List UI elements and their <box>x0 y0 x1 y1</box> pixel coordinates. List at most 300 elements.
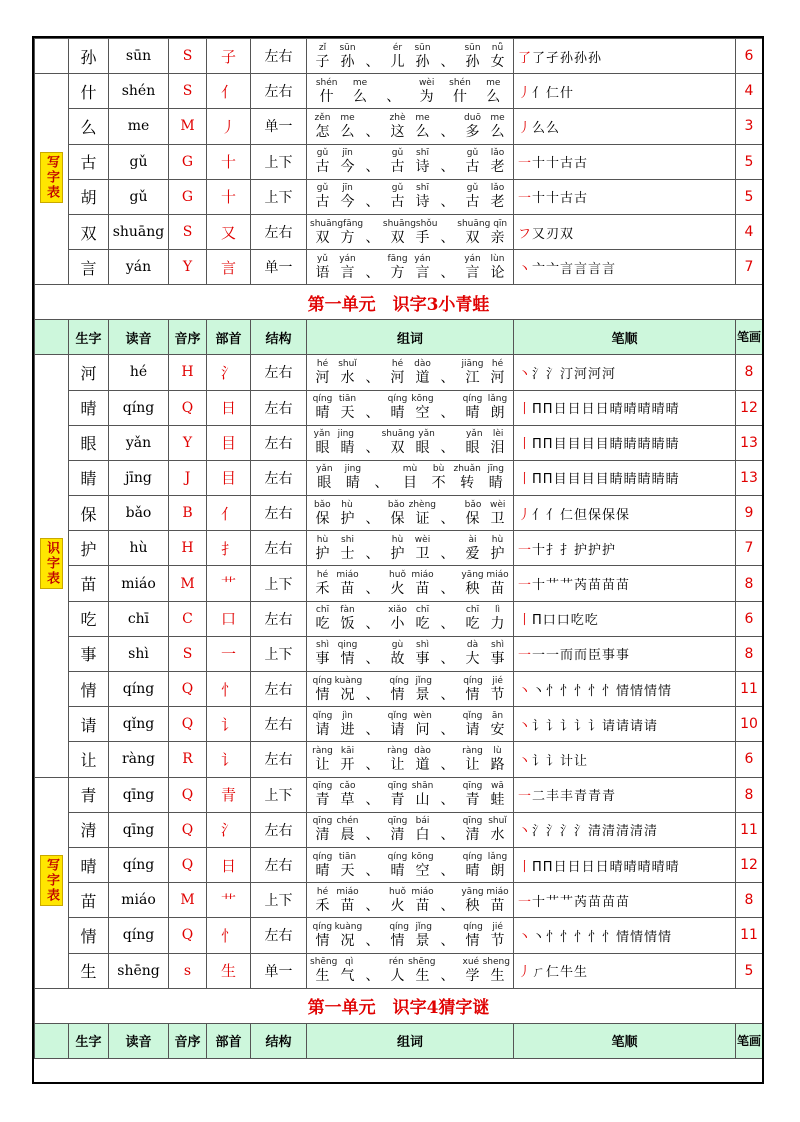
character-cell: 清 <box>69 812 109 847</box>
stroke-sequence: 又刃双 <box>532 226 575 242</box>
word-pinyin: ér <box>392 42 403 53</box>
word-pinyin <box>360 359 385 370</box>
word-pinyin: hé <box>316 358 329 369</box>
stroke-first: 一 <box>518 578 533 594</box>
word-hanzi: 论 <box>490 264 505 281</box>
structure-cell: 左右 <box>251 214 307 249</box>
stroke-first: 一 <box>518 789 533 805</box>
word-hanzi: 孙 <box>340 53 355 70</box>
header-count-label: 笔画 <box>736 1033 761 1048</box>
word-pinyin: duō <box>464 112 481 123</box>
character-cell: 什 <box>69 74 109 109</box>
index-letter-cell: H <box>169 531 207 566</box>
word-pinyin: shuǐ <box>338 358 357 369</box>
table-row <box>35 847 763 882</box>
structure-cell: 左右 <box>251 918 307 953</box>
word-hanzi: 双 <box>315 229 330 246</box>
word-pinyin: ài <box>468 534 477 545</box>
words-hanzi-line <box>310 124 510 140</box>
character-cell: 请 <box>69 707 109 742</box>
character-cell: 言 <box>69 250 109 285</box>
words-pinyin-line <box>310 816 510 827</box>
header-row <box>35 320 763 355</box>
word-pinyin: chī <box>465 605 480 616</box>
word-pinyin: miáo <box>336 570 359 581</box>
stroke-sequence: ΠΠ目目目目睛睛睛睛睛 <box>532 472 680 488</box>
word-pinyin: gǔ <box>391 148 404 159</box>
stroke-count-cell: 5 <box>736 144 763 179</box>
word-pinyin <box>360 570 385 581</box>
radical-cell: 亻 <box>207 74 251 109</box>
word-pinyin <box>360 394 385 405</box>
words-pinyin-line <box>310 781 510 792</box>
words-cell <box>307 390 514 425</box>
word-pinyin: mù <box>402 464 418 475</box>
word-pinyin: qì <box>345 957 354 968</box>
word-hanzi: 卫 <box>415 545 430 562</box>
table-row <box>35 777 763 812</box>
words-cell <box>307 39 514 74</box>
words-pinyin-line <box>310 113 510 124</box>
words-cell <box>307 707 514 742</box>
word-hanzi: 水 <box>340 369 355 386</box>
word-hanzi: 学 <box>465 968 480 985</box>
radical-cell: 丿 <box>207 109 251 144</box>
word-pinyin <box>435 148 460 159</box>
header-strokes: 笔顺 <box>514 320 736 355</box>
word-pinyin: shén <box>449 77 471 88</box>
header-blank <box>35 1023 69 1058</box>
word-pinyin: wèn <box>413 710 432 721</box>
word-hanzi: 古 <box>315 159 330 176</box>
word-hanzi: 路 <box>490 756 505 773</box>
stroke-first: 了 <box>518 50 533 66</box>
index-letter-cell: Q <box>169 918 207 953</box>
word-hanzi: 目 <box>403 475 418 492</box>
word-hanzi: 人 <box>390 968 405 985</box>
table-row <box>35 883 763 918</box>
pinyin-cell: qīng <box>109 812 169 847</box>
table-row <box>35 953 763 988</box>
index-letter-cell: Y <box>169 250 207 285</box>
group-label: 识字表 <box>40 538 63 589</box>
word-hanzi: 、 <box>365 229 380 246</box>
word-pinyin <box>435 535 460 546</box>
words-cell <box>307 74 514 109</box>
word-pinyin <box>435 816 460 827</box>
word-pinyin: gǔ <box>466 148 479 159</box>
word-pinyin <box>360 816 385 827</box>
word-pinyin <box>436 500 461 511</box>
word-pinyin: xué <box>462 957 480 968</box>
table-row <box>35 601 763 636</box>
pinyin-cell: hù <box>109 531 169 566</box>
stroke-sequence: 讠讠讠讠讠请请请请 <box>532 718 659 734</box>
word-hanzi: 、 <box>365 616 380 633</box>
index-letter-cell: Q <box>169 707 207 742</box>
word-hanzi: 、 <box>440 721 455 738</box>
words-cell <box>307 566 514 601</box>
word-hanzi: 晴 <box>390 862 405 879</box>
words-hanzi-line <box>310 898 510 914</box>
stroke-first: 丶 <box>518 929 533 945</box>
word-pinyin: qīng <box>387 816 408 827</box>
section-title: 第一单元 识字3小青蛙 <box>307 294 490 315</box>
stroke-first: 丿 <box>518 120 533 136</box>
word-pinyin <box>360 781 385 792</box>
word-pinyin: sūn <box>464 42 481 53</box>
word-hanzi: 、 <box>440 53 455 70</box>
group-cell <box>35 355 69 777</box>
word-hanzi: 饭 <box>340 616 355 633</box>
radical-cell: 忄 <box>207 672 251 707</box>
word-pinyin: jié <box>492 675 503 686</box>
stroke-order-cell <box>514 39 736 74</box>
word-pinyin: dào <box>414 358 431 369</box>
word-hanzi: 护 <box>390 545 405 562</box>
word-pinyin: kōng <box>411 394 434 405</box>
radical-cell: 氵 <box>207 812 251 847</box>
words-hanzi-line <box>310 159 510 175</box>
word-hanzi: 方 <box>340 229 355 246</box>
structure-cell: 左右 <box>251 847 307 882</box>
word-hanzi: 河 <box>390 369 405 386</box>
word-hanzi: 晴 <box>315 405 330 422</box>
words-hanzi-line <box>310 230 510 246</box>
structure-cell: 左右 <box>251 812 307 847</box>
word-pinyin: kōng <box>411 851 434 862</box>
words-pinyin-line <box>310 254 510 265</box>
index-letter-cell: S <box>169 214 207 249</box>
word-hanzi: 女 <box>490 53 505 70</box>
word-pinyin: jiāng <box>461 358 484 369</box>
radical-cell: 生 <box>207 953 251 988</box>
character-cell: 事 <box>69 636 109 671</box>
word-pinyin: jǐng <box>415 675 432 686</box>
radical-cell: 十 <box>207 179 251 214</box>
stroke-order-cell <box>514 144 736 179</box>
stroke-first: 丶 <box>518 824 533 840</box>
group-cell <box>35 777 69 988</box>
word-pinyin: chī <box>315 605 330 616</box>
word-hanzi: 晴 <box>390 405 405 422</box>
word-hanzi: 、 <box>365 581 380 598</box>
word-pinyin: hé <box>391 358 404 369</box>
word-pinyin: nǚ <box>491 42 504 53</box>
word-hanzi: 安 <box>490 721 505 738</box>
header-words: 组词 <box>307 1023 514 1058</box>
word-pinyin: qíng <box>312 851 333 862</box>
word-hanzi: 晴 <box>465 405 480 422</box>
structure-cell: 左右 <box>251 390 307 425</box>
word-pinyin <box>435 570 460 581</box>
stroke-count-cell: 11 <box>736 672 763 707</box>
word-pinyin: ràng <box>387 745 408 756</box>
stroke-sequence: 么么 <box>532 120 561 136</box>
word-hanzi: 不 <box>431 475 446 492</box>
word-pinyin <box>435 183 460 194</box>
pinyin-cell: me <box>109 109 169 144</box>
stroke-sequence: ΠΠ日日日日晴晴晴晴晴 <box>532 859 680 875</box>
stroke-first: 丨 <box>518 402 533 418</box>
table-row <box>35 179 763 214</box>
stroke-sequence: Π口口吃吃 <box>532 613 599 629</box>
stroke-count-cell: 4 <box>736 74 763 109</box>
stroke-count-cell: 6 <box>736 742 763 777</box>
word-hanzi: 卫 <box>490 510 505 527</box>
word-hanzi: 、 <box>365 897 380 914</box>
word-hanzi: 请 <box>315 721 330 738</box>
word-pinyin: fāng <box>343 218 364 229</box>
word-hanzi: 古 <box>465 194 480 211</box>
radical-cell: 子 <box>207 39 251 74</box>
word-hanzi: 、 <box>440 932 455 949</box>
word-hanzi: 士 <box>340 545 355 562</box>
word-pinyin: bǎo <box>464 499 482 510</box>
word-hanzi: 情 <box>465 932 480 949</box>
words-pinyin-line <box>310 219 510 230</box>
word-hanzi: 情 <box>390 686 405 703</box>
radical-cell: 十 <box>207 144 251 179</box>
word-pinyin <box>360 746 385 757</box>
word-hanzi: 情 <box>390 932 405 949</box>
words-pinyin-line <box>310 676 510 687</box>
words-pinyin-line <box>310 429 510 440</box>
word-hanzi: 么 <box>352 88 367 105</box>
words-hanzi-line <box>310 968 510 984</box>
word-pinyin <box>436 922 461 933</box>
word-pinyin: shì <box>491 640 504 651</box>
word-hanzi: 吃 <box>415 616 430 633</box>
word-hanzi: 睛 <box>345 475 360 492</box>
stroke-order-cell <box>514 425 736 460</box>
word-hanzi: 景 <box>415 686 430 703</box>
word-pinyin: hé <box>491 358 504 369</box>
pinyin-cell: qíng <box>109 918 169 953</box>
character-cell: 睛 <box>69 460 109 495</box>
words-pinyin-line <box>310 394 510 405</box>
words-hanzi-line <box>310 440 510 456</box>
words-pinyin-line <box>310 640 510 651</box>
stroke-sequence: 亻亻仁但保保保 <box>532 507 631 523</box>
words-hanzi-line <box>310 757 510 773</box>
radical-cell: 讠 <box>207 742 251 777</box>
section-title-cell <box>35 285 763 320</box>
word-pinyin <box>360 640 385 651</box>
words-pinyin-line <box>310 43 510 54</box>
word-hanzi: 火 <box>390 581 405 598</box>
word-pinyin: yán <box>464 253 481 264</box>
word-hanzi: 、 <box>440 229 455 246</box>
stroke-sequence: 氵氵氵氵清清清清清 <box>532 824 659 840</box>
table-row <box>35 636 763 671</box>
word-pinyin: tiān <box>338 851 357 862</box>
word-pinyin: zhè <box>389 112 406 123</box>
words-hanzi-line <box>310 54 510 70</box>
words-hanzi-line <box>310 722 510 738</box>
word-hanzi: 情 <box>315 686 330 703</box>
pinyin-cell: hé <box>109 355 169 390</box>
stroke-count-cell: 9 <box>736 496 763 531</box>
word-pinyin: gǔ <box>466 183 479 194</box>
character-cell: 晴 <box>69 847 109 882</box>
word-pinyin <box>435 113 460 124</box>
word-hanzi: 古 <box>315 194 330 211</box>
character-cell: 晴 <box>69 390 109 425</box>
structure-cell: 左右 <box>251 672 307 707</box>
word-pinyin: hù <box>316 534 329 545</box>
index-letter-cell: M <box>169 566 207 601</box>
word-hanzi: 河 <box>490 369 505 386</box>
header-index: 音序 <box>169 320 207 355</box>
word-pinyin: kuàng <box>334 921 363 932</box>
index-letter-cell: Q <box>169 777 207 812</box>
word-hanzi: 护 <box>315 545 330 562</box>
word-hanzi: 什 <box>452 88 467 105</box>
word-hanzi: 、 <box>365 756 380 773</box>
worksheet-table <box>34 38 763 1059</box>
word-pinyin: bù <box>432 464 445 475</box>
word-pinyin: qǐng <box>312 710 333 721</box>
stroke-count-cell: 8 <box>736 777 763 812</box>
word-pinyin: yǎn <box>313 429 331 440</box>
word-pinyin <box>367 464 396 475</box>
word-pinyin: huǒ <box>389 570 406 581</box>
word-pinyin: lǎng <box>487 851 508 862</box>
word-hanzi: 晴 <box>315 862 330 879</box>
section-title-cell <box>35 988 763 1023</box>
word-hanzi: 情 <box>315 932 330 949</box>
word-hanzi: 进 <box>340 721 355 738</box>
word-hanzi: 、 <box>440 545 455 562</box>
word-pinyin <box>360 711 385 722</box>
words-hanzi-line <box>310 651 510 667</box>
word-pinyin: lùn <box>490 253 505 264</box>
stroke-order-cell <box>514 777 736 812</box>
stroke-sequence: 亻仁什 <box>532 85 575 101</box>
word-hanzi: 保 <box>465 510 480 527</box>
word-hanzi: 事 <box>490 651 505 668</box>
word-hanzi: 语 <box>315 264 330 281</box>
stroke-order-cell <box>514 812 736 847</box>
stroke-first: 丨 <box>518 613 533 629</box>
word-pinyin: jing <box>337 429 354 440</box>
word-hanzi: 、 <box>440 862 455 879</box>
table-row <box>35 250 763 285</box>
stroke-order-cell <box>514 672 736 707</box>
structure-cell: 左右 <box>251 601 307 636</box>
word-pinyin: qíng <box>462 851 483 862</box>
words-cell <box>307 672 514 707</box>
character-cell: 古 <box>69 144 109 179</box>
word-hanzi: 怎 <box>315 123 330 140</box>
stroke-sequence: 十艹艹芮苗苗苗 <box>532 894 631 910</box>
word-pinyin: wèi <box>418 77 435 88</box>
word-hanzi: 睛 <box>488 475 503 492</box>
stroke-order-cell <box>514 496 736 531</box>
word-pinyin: shǒu <box>415 218 438 229</box>
word-hanzi: 火 <box>390 897 405 914</box>
radical-cell: 一 <box>207 636 251 671</box>
word-hanzi: 、 <box>365 159 380 176</box>
stroke-order-cell <box>514 883 736 918</box>
header-structure: 结构 <box>251 1023 307 1058</box>
stroke-count-cell: 6 <box>736 39 763 74</box>
words-cell <box>307 531 514 566</box>
word-pinyin: miáo <box>486 570 509 581</box>
word-pinyin <box>360 183 385 194</box>
word-hanzi: 空 <box>415 405 430 422</box>
word-pinyin: shēng <box>310 957 338 968</box>
word-hanzi: 苗 <box>415 897 430 914</box>
word-hanzi: 、 <box>365 123 380 140</box>
word-pinyin <box>435 254 460 265</box>
word-pinyin: shēng <box>408 957 436 968</box>
word-hanzi: 子 <box>315 53 330 70</box>
words-pinyin-line <box>310 570 510 581</box>
word-pinyin: jīn <box>342 183 353 194</box>
character-cell: 河 <box>69 355 109 390</box>
structure-cell: 左右 <box>251 39 307 74</box>
word-pinyin <box>435 746 460 757</box>
word-pinyin: qīn <box>493 218 508 229</box>
word-pinyin: qīng <box>462 781 483 792</box>
word-hanzi: 苗 <box>340 897 355 914</box>
radical-cell: 口 <box>207 601 251 636</box>
word-hanzi: 双 <box>390 440 405 457</box>
stroke-count-cell: 12 <box>736 847 763 882</box>
word-hanzi: 、 <box>440 827 455 844</box>
word-hanzi: 、 <box>365 792 380 809</box>
word-pinyin: huǒ <box>389 886 406 897</box>
index-letter-cell: Q <box>169 672 207 707</box>
stroke-count-cell: 8 <box>736 883 763 918</box>
word-hanzi: 儿 <box>390 53 405 70</box>
stroke-first: 丶 <box>518 718 533 734</box>
word-hanzi: 况 <box>340 686 355 703</box>
word-pinyin: yāng <box>461 886 484 897</box>
words-cell <box>307 601 514 636</box>
word-hanzi: 气 <box>340 968 355 985</box>
word-hanzi: 、 <box>440 194 455 211</box>
word-hanzi: 手 <box>415 229 430 246</box>
word-pinyin: kāi <box>340 745 355 756</box>
stroke-order-cell <box>514 566 736 601</box>
word-hanzi: 转 <box>460 475 475 492</box>
word-pinyin: zěn <box>314 112 331 123</box>
word-hanzi: 古 <box>390 159 405 176</box>
pinyin-cell: qíng <box>109 672 169 707</box>
words-cell <box>307 179 514 214</box>
word-hanzi: 、 <box>365 862 380 879</box>
words-pinyin-line <box>310 183 510 194</box>
stroke-count-cell: 7 <box>736 250 763 285</box>
word-hanzi: 情 <box>340 651 355 668</box>
word-hanzi: 、 <box>365 264 380 281</box>
structure-cell: 上下 <box>251 144 307 179</box>
word-pinyin: shì <box>416 640 429 651</box>
index-letter-cell: R <box>169 742 207 777</box>
word-pinyin: me <box>340 112 355 123</box>
word-pinyin: ràng <box>312 745 333 756</box>
stroke-order-cell <box>514 953 736 988</box>
stroke-order-cell <box>514 74 736 109</box>
character-cell: 苗 <box>69 883 109 918</box>
word-hanzi: 、 <box>440 616 455 633</box>
word-hanzi: 诗 <box>415 194 430 211</box>
word-hanzi: 青 <box>465 792 480 809</box>
index-letter-cell: M <box>169 883 207 918</box>
